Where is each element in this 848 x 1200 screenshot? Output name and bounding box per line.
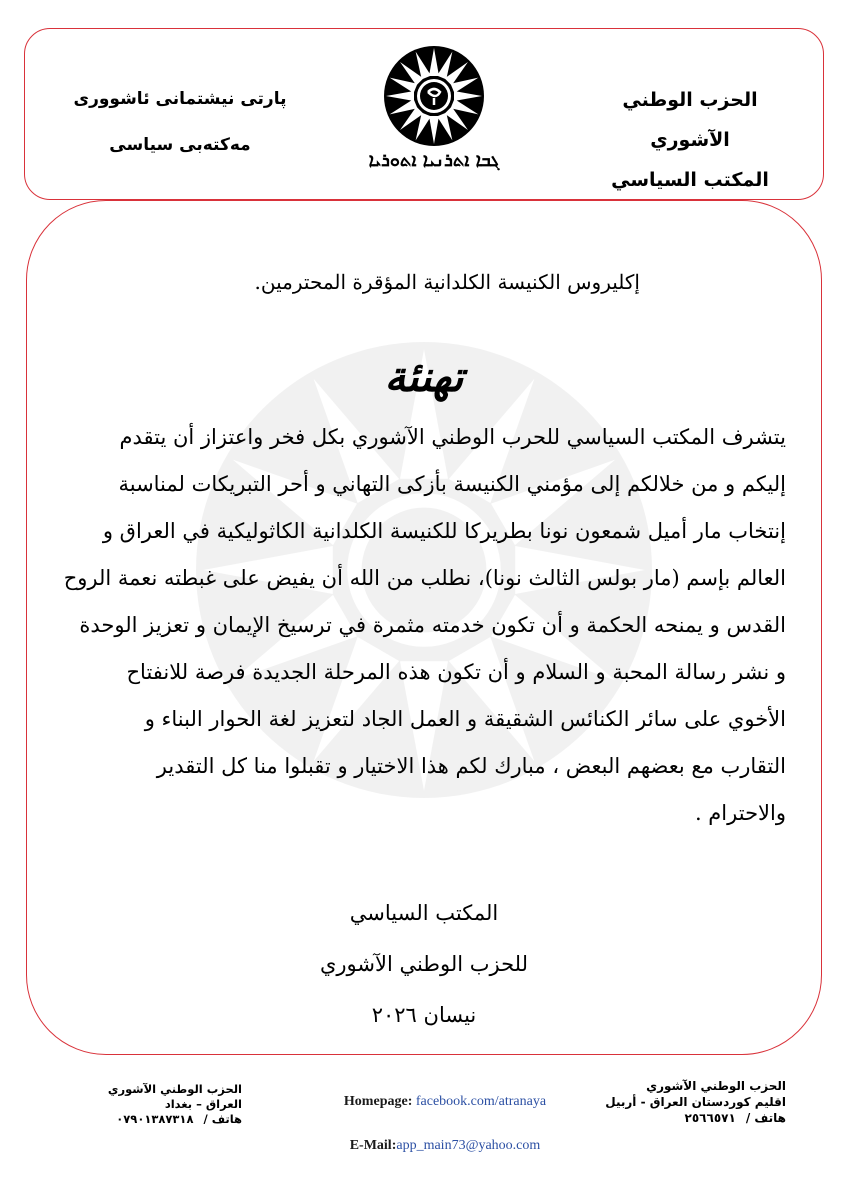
email-link[interactable]: app_main73@yahoo.com: [396, 1138, 541, 1153]
signature-office: المكتب السياسي: [349, 901, 499, 925]
email-row: [300, 1138, 590, 1182]
letter-body: [62, 414, 786, 837]
header-party-kurdish: [60, 76, 300, 168]
footer-right-phone-label: هاتف /: [745, 1111, 786, 1125]
footer-right-phone-row: [576, 1110, 786, 1126]
party-logo-icon: [334, 38, 534, 178]
footer-left-party: الحزب الوطني الآشوري: [107, 1082, 242, 1096]
body-line: يتشرف المكتب السياسي للحرب الوطني الآشوري بكل فخر واعتزاز أن يتقدم: [119, 425, 786, 449]
letter-date: نيسان ٢٠٢٦: [371, 1003, 477, 1027]
letter-title: تهنئة: [384, 352, 464, 401]
body-line: الأخوي على سائر الكنائس الشقيقة و العمل الجاد لتعزيز لغة الحوار البناء و: [144, 707, 786, 731]
addressee-line: إكليروس الكنيسة الكلدانية المؤقرة المحترمين.: [254, 270, 640, 294]
body-line: والاحترام .: [694, 801, 786, 825]
signature-block: [0, 888, 848, 1041]
footer-right-party: الحزب الوطني الآشوري: [646, 1079, 786, 1093]
body-line: القدس و يمنحه الحكمة و أن تكون خدمته مثمرة في ترسيخ الإيمان و تعزيز الوحدة: [79, 613, 786, 637]
footer-left-phone: ٠٧٩٠١٣٨٧٣١٨: [116, 1112, 194, 1126]
email-label: E-Mail:: [349, 1138, 397, 1153]
logo-script-text: ܓܒܐ ܐܬܪܢܝܐ ܐܬܘܪܝܐ: [368, 150, 500, 171]
homepage-link[interactable]: facebook.com/atranaya: [415, 1094, 547, 1109]
homepage-label: Homepage:: [343, 1094, 413, 1109]
header-office-name: المكتب السياسي: [611, 169, 769, 191]
footer-erbil-address: [576, 1078, 786, 1126]
footer-right-region: اقليم كوردستان العراق - أربيل: [605, 1095, 786, 1109]
header-party-arabic: [580, 80, 800, 200]
body-line: إنتخاب مار أميل شمعون نونا بطريركا للكنيسة الكلدانية الكاثوليكية في العراق و: [102, 519, 786, 543]
body-line: التقارب مع بعضهم البعض ، مبارك لكم هذا الاختيار و تقبلوا منا كل التقدير: [156, 754, 786, 778]
body-line: إليكم و من خلالكم إلى مؤمني الكنيسة بأزكى التهاني و أحر التبريكات لمناسبة: [118, 472, 786, 496]
header-party-name: الحزب الوطني الآشوري: [622, 89, 758, 151]
body-line: العالم بإسم (مار بولس الثالث نونا)، نطلب من الله أن يفيض على غبطته نعمة الروح: [63, 566, 786, 590]
footer-left-phone-row: [62, 1112, 242, 1127]
homepage-row: [300, 1094, 590, 1138]
header-office-name-kurdish: مەکتەبی سیاسی: [109, 135, 251, 155]
footer-contact: [300, 1094, 590, 1182]
footer-baghdad-address: [62, 1082, 242, 1127]
footer-right-phone: ٢٥٦٦٥٧١: [684, 1111, 736, 1125]
footer-left-phone-label: هاتف /: [203, 1112, 242, 1126]
signature-party: للحزب الوطني الآشوري: [319, 952, 529, 976]
footer-left-city: العراق – بغداد: [164, 1097, 242, 1111]
header-party-name-kurdish: پارتی نیشتمانی ئاشووری: [73, 89, 287, 109]
body-line: و نشر رسالة المحبة و السلام و أن تكون هذه المرحلة الجديدة فرصة للانفتاح: [126, 660, 786, 684]
